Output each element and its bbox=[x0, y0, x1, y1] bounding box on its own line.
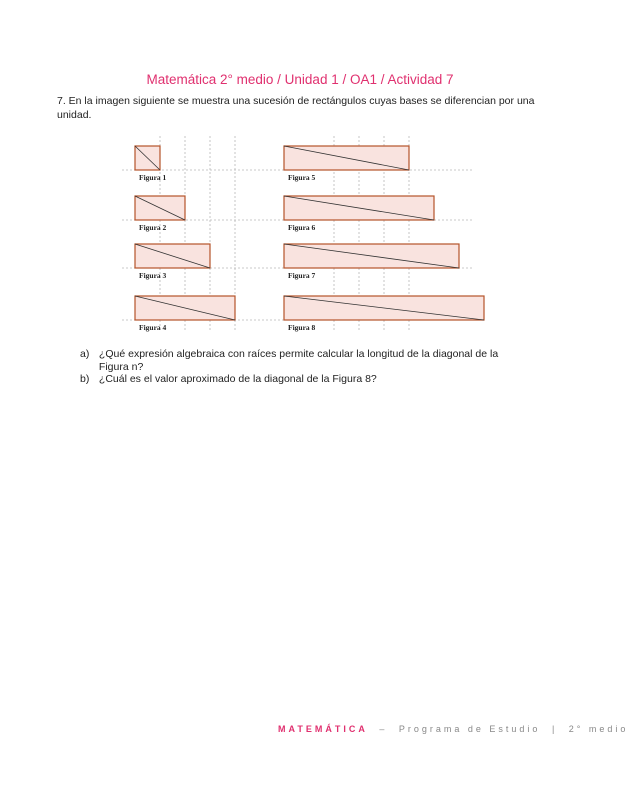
footer-grade: 2° medio bbox=[568, 724, 628, 734]
figure-label: Figura 6 bbox=[288, 223, 316, 232]
question-text: 7. En la imagen siguiente se muestra una sucesión de rectángulos cuyas bases se diferencian por una unidad. bbox=[57, 95, 535, 121]
subquestion-a-text: ¿Qué expresión algebraica con raíces permite calcular la longitud de la diagonal de la Figura n? bbox=[98, 348, 499, 373]
footer-program: Programa de Estudio bbox=[398, 724, 541, 734]
figure-label: Figura 2 bbox=[139, 223, 167, 232]
footer-separator: – bbox=[379, 724, 388, 734]
footer-separator: | bbox=[551, 724, 558, 734]
figure-label: Figura 7 bbox=[288, 271, 316, 280]
figure-label: Figura 5 bbox=[288, 173, 316, 182]
page-title: Matemática 2° medio / Unidad 1 / OA1 / Actividad 7 bbox=[146, 72, 454, 87]
rectangle-sequence-figure bbox=[122, 132, 482, 338]
footer-subject: MATEMÁTICA bbox=[278, 724, 368, 734]
figure-label: Figura 4 bbox=[139, 323, 167, 332]
subquestion-b bbox=[80, 373, 524, 386]
page-footer bbox=[278, 724, 628, 734]
figure-label: Figura 1 bbox=[139, 173, 167, 182]
subquestion-b-text: ¿Cuál es el valor aproximado de la diagonal de la Figura 8? bbox=[98, 373, 377, 385]
rectangles-diagram bbox=[122, 132, 482, 338]
figure-label: Figura 8 bbox=[288, 323, 316, 332]
subquestion-b-label: b) bbox=[80, 373, 90, 385]
subquestion-a bbox=[80, 348, 524, 374]
figure-label: Figura 3 bbox=[139, 271, 167, 280]
subquestion-a-label: a) bbox=[80, 348, 90, 360]
